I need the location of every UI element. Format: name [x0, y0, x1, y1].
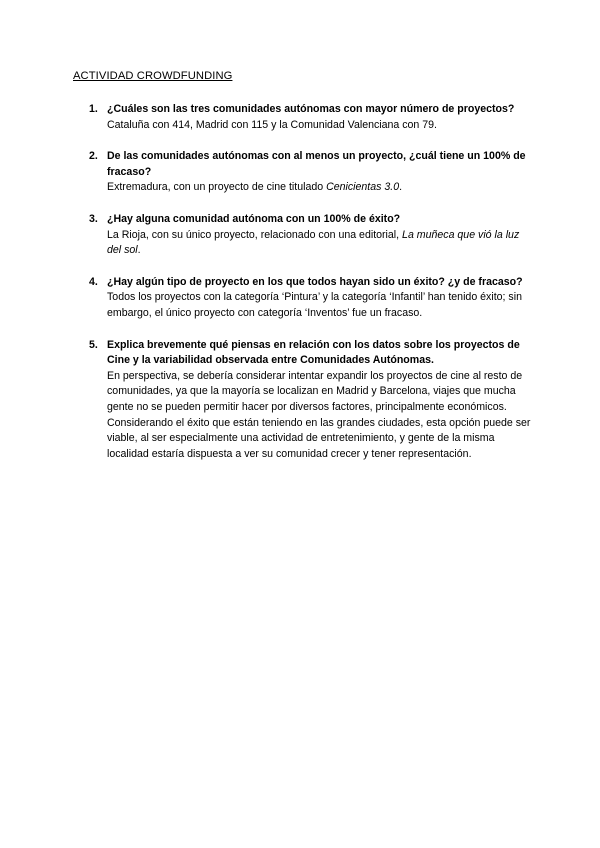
question-text: De las comunidades autónomas con al menos un proyecto, ¿cuál tiene un 100% de fracaso? [107, 150, 526, 178]
question-text: Explica brevemente qué piensas en relación con los datos sobre los proyectos de Cine y la variabilidad observada entre Comunidades Autónomas. [107, 338, 520, 367]
item-number: 3. [89, 212, 98, 225]
answer-text [107, 369, 533, 463]
answer-text-body: Cataluña con 414, Madrid con 115 y la Comunidad Valenciana con 79. [107, 118, 437, 131]
item-number: 5. [89, 338, 98, 351]
question-text: ¿Cuáles son las tres comunidades autónomas con mayor número de proyectos? [107, 103, 515, 115]
question-item-4 [73, 275, 533, 322]
question-text: ¿Hay alguna comunidad autónoma con un 100% de éxito? [107, 212, 401, 225]
document-title: ACTIVIDAD CROWDFUNDING [73, 70, 233, 82]
answer-text-after: . [399, 181, 403, 194]
answer-text-body: En perspectiva, se debería considerar intentar expandir los proyectos de cine al resto de comunidades, ya que la mayoría se localizan en Madrid y Barcelona, viajes que mucha gente no se pueden permitir hacer por diversos factores, principalmente económicos. Considerando el éxito que están teniendo en las grandes ciudades, esta opción puede ser viable, al ser especialmente una actividad de entretenimiento, y gente de la misma localidad estaría dispuesta a ver su comunidad crecer y tener representación. [107, 369, 531, 460]
answer-text [107, 228, 533, 259]
project-title-italic: Cenicientas 3.0 [326, 181, 400, 194]
question-item-2 [73, 149, 533, 196]
question-item-1 [73, 102, 533, 133]
item-number: 4. [89, 275, 98, 288]
answer-text-before: La Rioja, con su único proyecto, relacionado con una editorial, [107, 228, 403, 241]
question-item-3 [73, 212, 533, 259]
answer-text [107, 180, 533, 196]
answer-text-before: Extremadura, con un proyecto de cine titulado [107, 181, 327, 194]
answer-text-body: Todos los proyectos con la categoría ‘Pintura’ y la categoría ‘Infantil’ han tenido éxito; sin embargo, el único proyecto con categoría ‘Inventos’ fue un fracaso. [107, 291, 522, 319]
item-number: 2. [89, 150, 98, 163]
question-text: ¿Hay algún tipo de proyecto en los que todos hayan sido un éxito? ¿y de fracaso? [107, 275, 523, 288]
answer-text [107, 118, 533, 134]
question-item-5 [73, 338, 533, 463]
project-title-italic: La muñeca que vió la luz del sol [107, 228, 520, 257]
item-number: 1. [89, 103, 98, 115]
answer-text [107, 290, 533, 321]
question-list [73, 102, 533, 478]
answer-text-after: . [137, 244, 141, 257]
